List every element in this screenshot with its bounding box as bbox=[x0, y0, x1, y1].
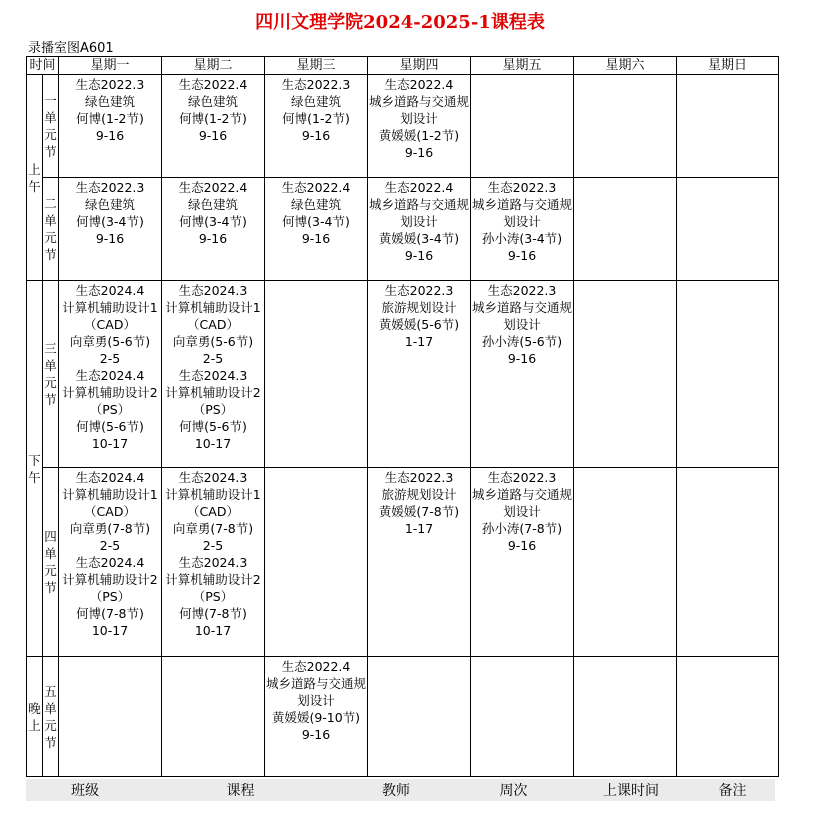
course-entry bbox=[265, 75, 367, 144]
cell-u5-fri bbox=[471, 657, 574, 777]
course-line: 9-16 bbox=[301, 727, 331, 742]
course-line: 何博(5-6节) bbox=[179, 419, 247, 434]
course-entry bbox=[368, 281, 470, 350]
cell-u3-wed bbox=[265, 281, 368, 468]
cell-u2-sun bbox=[677, 178, 779, 281]
course-line: 2-5 bbox=[99, 538, 121, 553]
course-line: 何博(3-4节) bbox=[76, 214, 144, 229]
course-line: 生态2022.3 bbox=[75, 77, 145, 92]
course-entry bbox=[162, 178, 264, 247]
course-line: 1-17 bbox=[404, 334, 434, 349]
cell-u4-mon bbox=[59, 468, 162, 657]
course-line: 计算机辅助设计1（CAD） bbox=[165, 487, 261, 519]
course-line: 生态2024.3 bbox=[178, 368, 248, 383]
cell-u1-sat bbox=[574, 75, 677, 178]
course-line: 9-16 bbox=[507, 248, 537, 263]
course-line: 9-16 bbox=[404, 145, 434, 160]
course-line: 黄媛媛(5-6节) bbox=[378, 317, 460, 332]
course-line: 生态2022.4 bbox=[178, 180, 248, 195]
course-line: 生态2022.3 bbox=[75, 180, 145, 195]
course-line: 生态2024.4 bbox=[75, 283, 145, 298]
course-line: 生态2022.4 bbox=[384, 77, 454, 92]
course-line: 计算机辅助设计1（CAD） bbox=[165, 300, 261, 332]
course-line: 计算机辅助设计1（CAD） bbox=[62, 300, 158, 332]
room-label: 录播室图A601 bbox=[28, 41, 114, 56]
day-header-thu: 星期四 bbox=[368, 57, 471, 75]
course-line: 向章勇(5-6节) bbox=[69, 334, 151, 349]
cell-u4-tue bbox=[162, 468, 265, 657]
course-entry bbox=[59, 75, 161, 144]
cell-u3-mon bbox=[59, 281, 162, 468]
course-line: 何博(3-4节) bbox=[179, 214, 247, 229]
course-line: 绿色建筑 bbox=[84, 197, 135, 212]
course-line: 10-17 bbox=[91, 436, 129, 451]
course-line: 黄媛媛(9-10节) bbox=[271, 710, 361, 725]
course-entry bbox=[162, 281, 264, 452]
course-line: 城乡道路与交通规划设计 bbox=[472, 197, 573, 229]
course-line: 9-16 bbox=[404, 248, 434, 263]
course-line: 黄媛媛(3-4节) bbox=[378, 231, 460, 246]
course-line: 1-17 bbox=[404, 521, 434, 536]
course-line: 计算机辅助设计2（PS） bbox=[165, 572, 261, 604]
course-line: 何博(1-2节) bbox=[76, 111, 144, 126]
course-line: 10-17 bbox=[194, 436, 232, 451]
course-line: 9-16 bbox=[95, 231, 125, 246]
cell-u1-thu bbox=[368, 75, 471, 178]
cell-u4-sun bbox=[677, 468, 779, 657]
course-line: 黄媛媛(7-8节) bbox=[378, 504, 460, 519]
course-line: 生态2022.4 bbox=[178, 77, 248, 92]
course-entry bbox=[265, 657, 367, 743]
course-line: 9-16 bbox=[198, 231, 228, 246]
course-line: 2-5 bbox=[99, 351, 121, 366]
cell-u5-wed bbox=[265, 657, 368, 777]
course-line: 绿色建筑 bbox=[290, 94, 341, 109]
course-line: 城乡道路与交通规划设计 bbox=[472, 300, 573, 332]
footer-remarks: 备注 bbox=[718, 783, 747, 799]
course-line: 生态2022.3 bbox=[281, 77, 351, 92]
course-entry bbox=[471, 281, 573, 367]
course-line: 生态2022.3 bbox=[487, 283, 557, 298]
time-header: 时间 bbox=[27, 57, 59, 75]
cell-u2-tue bbox=[162, 178, 265, 281]
course-line: 黄媛媛(1-2节) bbox=[378, 128, 460, 143]
course-line: 计算机辅助设计2（PS） bbox=[62, 572, 158, 604]
cell-u1-wed bbox=[265, 75, 368, 178]
footer-teacher: 教师 bbox=[382, 783, 410, 799]
unit-row-5 bbox=[27, 657, 779, 777]
course-line: 2-5 bbox=[202, 538, 224, 553]
cell-u5-thu bbox=[368, 657, 471, 777]
cell-u4-sat bbox=[574, 468, 677, 657]
cell-u2-fri bbox=[471, 178, 574, 281]
cell-u4-fri bbox=[471, 468, 574, 657]
course-line: 何博(3-4节) bbox=[282, 214, 350, 229]
course-line: 城乡道路与交通规划设计 bbox=[369, 94, 470, 126]
course-entry bbox=[59, 178, 161, 247]
course-line: 向章勇(5-6节) bbox=[172, 334, 254, 349]
cell-u5-sun bbox=[677, 657, 779, 777]
cell-u3-sun bbox=[677, 281, 779, 468]
course-line: 绿色建筑 bbox=[187, 197, 238, 212]
unit-label-5: 五 单 元 节 bbox=[43, 657, 59, 777]
footer-class: 班级 bbox=[71, 783, 99, 799]
course-line: 9-16 bbox=[507, 538, 537, 553]
cell-u5-tue bbox=[162, 657, 265, 777]
period-evening: 晚 上 bbox=[27, 657, 43, 777]
footer-legend bbox=[26, 779, 775, 801]
course-line: 何博(5-6节) bbox=[76, 419, 144, 434]
course-entry bbox=[59, 468, 161, 639]
unit-label-3: 三 单 元 节 bbox=[43, 281, 59, 468]
course-line: 10-17 bbox=[194, 623, 232, 638]
course-line: 9-16 bbox=[301, 128, 331, 143]
course-line: 9-16 bbox=[301, 231, 331, 246]
course-entry bbox=[471, 468, 573, 554]
course-line: 生态2022.4 bbox=[384, 180, 454, 195]
course-line: 生态2022.3 bbox=[487, 470, 557, 485]
course-line: 孙小涛(5-6节) bbox=[481, 334, 563, 349]
cell-u3-thu bbox=[368, 281, 471, 468]
course-line: 生态2024.4 bbox=[75, 555, 145, 570]
course-line: 城乡道路与交通规划设计 bbox=[266, 676, 367, 708]
cell-u2-wed bbox=[265, 178, 368, 281]
course-line: 旅游规划设计 bbox=[381, 300, 457, 315]
course-line: 城乡道路与交通规划设计 bbox=[369, 197, 470, 229]
unit-row-2 bbox=[27, 178, 779, 281]
course-line: 孙小涛(3-4节) bbox=[481, 231, 563, 246]
schedule-table bbox=[26, 56, 779, 777]
page-title: 四川文理学院2024-2025-1课程表 bbox=[255, 12, 545, 33]
cell-u4-wed bbox=[265, 468, 368, 657]
day-header-wed: 星期三 bbox=[265, 57, 368, 75]
course-line: 10-17 bbox=[91, 623, 129, 638]
course-line: 9-16 bbox=[198, 128, 228, 143]
course-entry bbox=[368, 75, 470, 161]
day-header-mon: 星期一 bbox=[59, 57, 162, 75]
unit-row-3 bbox=[27, 281, 779, 468]
course-line: 生态2022.3 bbox=[384, 283, 454, 298]
cell-u2-thu bbox=[368, 178, 471, 281]
course-line: 2-5 bbox=[202, 351, 224, 366]
cell-u1-sun bbox=[677, 75, 779, 178]
day-header-sun: 星期日 bbox=[677, 57, 779, 75]
footer-class-time: 上课时间 bbox=[603, 783, 659, 799]
header-row bbox=[27, 57, 779, 75]
course-line: 绿色建筑 bbox=[187, 94, 238, 109]
cell-u1-tue bbox=[162, 75, 265, 178]
cell-u3-sat bbox=[574, 281, 677, 468]
period-morning: 上 午 bbox=[27, 75, 43, 281]
cell-u5-mon bbox=[59, 657, 162, 777]
unit-row-4 bbox=[27, 468, 779, 657]
course-line: 旅游规划设计 bbox=[381, 487, 457, 502]
course-line: 孙小涛(7-8节) bbox=[481, 521, 563, 536]
course-line: 生态2024.3 bbox=[178, 283, 248, 298]
course-line: 何博(7-8节) bbox=[179, 606, 247, 621]
period-afternoon: 下 午 bbox=[27, 281, 43, 657]
course-line: 生态2022.4 bbox=[281, 180, 351, 195]
cell-u3-fri bbox=[471, 281, 574, 468]
course-entry bbox=[162, 468, 264, 639]
course-line: 生态2024.4 bbox=[75, 470, 145, 485]
course-line: 何博(7-8节) bbox=[76, 606, 144, 621]
course-line: 9-16 bbox=[507, 351, 537, 366]
course-entry bbox=[162, 75, 264, 144]
course-line: 9-16 bbox=[95, 128, 125, 143]
course-line: 生态2024.3 bbox=[178, 470, 248, 485]
course-line: 向章勇(7-8节) bbox=[172, 521, 254, 536]
footer-course: 课程 bbox=[226, 783, 255, 799]
course-line: 生态2022.3 bbox=[384, 470, 454, 485]
course-entry bbox=[368, 178, 470, 264]
course-line: 何博(1-2节) bbox=[282, 111, 350, 126]
day-header-tue: 星期二 bbox=[162, 57, 265, 75]
unit-label-1: 一 单 元 节 bbox=[43, 75, 59, 178]
unit-label-4: 四 单 元 节 bbox=[43, 468, 59, 657]
unit-row-1 bbox=[27, 75, 779, 178]
cell-u2-sat bbox=[574, 178, 677, 281]
course-line: 向章勇(7-8节) bbox=[69, 521, 151, 536]
course-entry bbox=[59, 281, 161, 452]
cell-u1-fri bbox=[471, 75, 574, 178]
course-line: 绿色建筑 bbox=[290, 197, 341, 212]
course-entry bbox=[368, 468, 470, 537]
unit-label-2: 二 单 元 节 bbox=[43, 178, 59, 281]
course-line: 城乡道路与交通规划设计 bbox=[472, 487, 573, 519]
footer-weeks: 周次 bbox=[499, 783, 528, 799]
day-header-sat: 星期六 bbox=[574, 57, 677, 75]
course-line: 绿色建筑 bbox=[84, 94, 135, 109]
course-line: 生态2024.4 bbox=[75, 368, 145, 383]
course-entry bbox=[265, 178, 367, 247]
course-line: 何博(1-2节) bbox=[179, 111, 247, 126]
course-line: 计算机辅助设计1（CAD） bbox=[62, 487, 158, 519]
course-line: 生态2024.3 bbox=[178, 555, 248, 570]
cell-u1-mon bbox=[59, 75, 162, 178]
course-line: 计算机辅助设计2（PS） bbox=[165, 385, 261, 417]
day-header-fri: 星期五 bbox=[471, 57, 574, 75]
cell-u3-tue bbox=[162, 281, 265, 468]
course-line: 计算机辅助设计2（PS） bbox=[62, 385, 158, 417]
course-line: 生态2022.3 bbox=[487, 180, 557, 195]
course-line: 生态2022.4 bbox=[281, 659, 351, 674]
cell-u5-sat bbox=[574, 657, 677, 777]
course-entry bbox=[471, 178, 573, 264]
cell-u4-thu bbox=[368, 468, 471, 657]
cell-u2-mon bbox=[59, 178, 162, 281]
